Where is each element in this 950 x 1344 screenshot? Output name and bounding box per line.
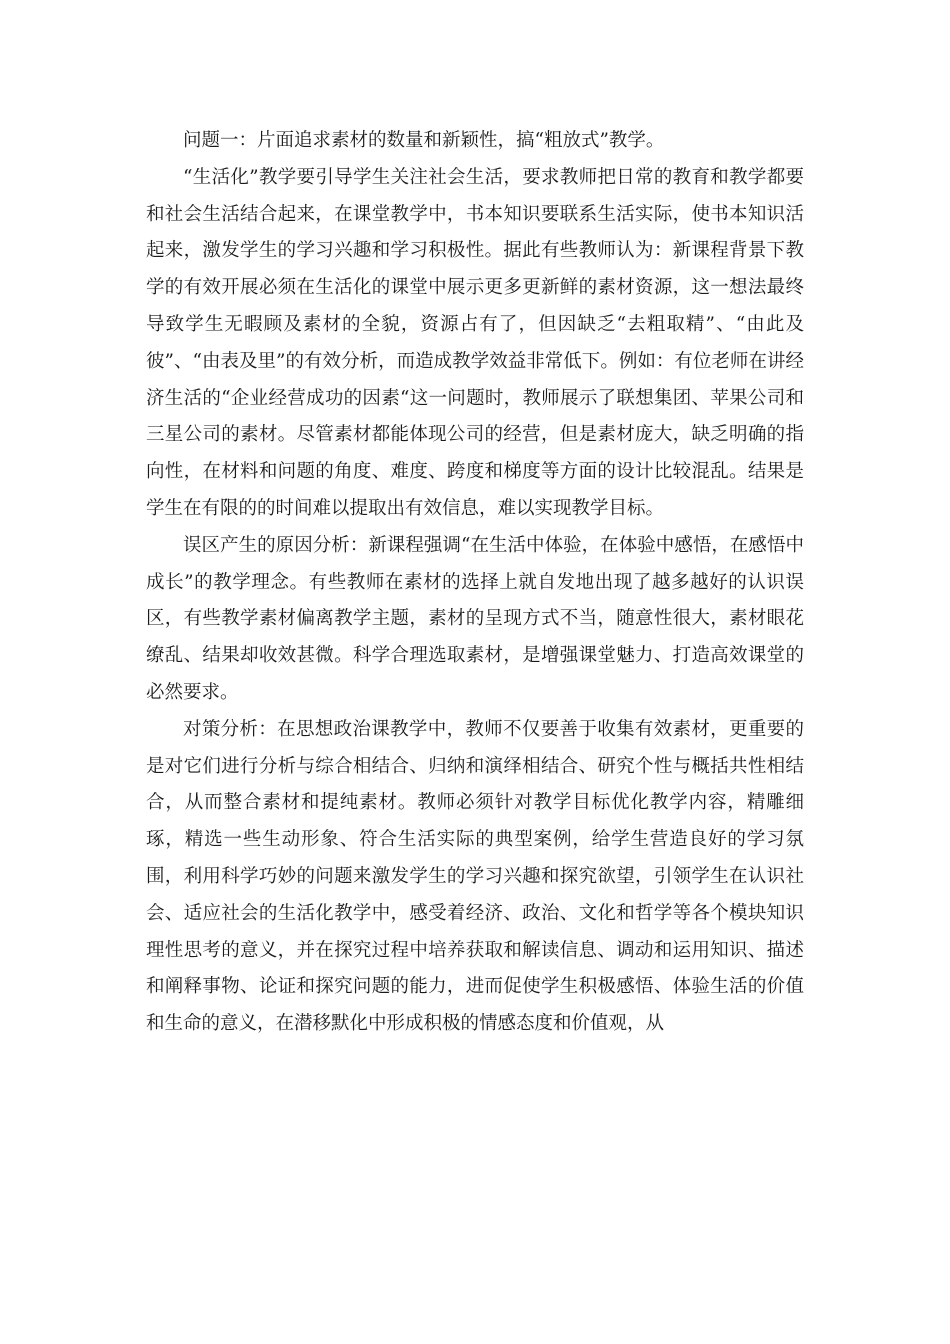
paragraph-strategy-analysis: 对策分析：在思想政治课教学中，教师不仅要善于收集有效素材，更重要的是对它们进行分析与综合相结合、归纳和演绎相结合、研究个性与概括共性相结合，从而整合素材和提纯素材。教师必须针对教学目标优化教学内容，精雕细琢，精选一些生动形象、符合生活实际的典型案例，给学生营造良好的学习氛围，利用科学巧妙的问题来激发学生的学习兴趣和探究欲望，引领学生在认识社会、适应社会的生活化教学中，感受着经济、政治、文化和哲学等各个模块知识理性思考的意义，并在探究过程中培养获取和解读信息、调动和运用知识、描述和阐释事物、论证和探究问题的能力，进而促使学生积极感悟、体验生活的价值和生命的意义，在潜移默化中形成积极的情感态度和价值观，从 xyxy=(146,718,804,1035)
paragraph-problem-heading: 问题一：片面追求素材的数量和新颖性，搞“粗放式”教学。 xyxy=(183,130,665,151)
paragraph-problem-description: “生活化”教学要引导学生关注社会生活，要求教师把日常的教育和教学都要和社会生活结合起来，在课堂教学中，书本知识要联系生活实际，使书本知识活起来，激发学生的学习兴趣和学习积极性。据此有些教师认为：新课程背景下教学的有效开展必须在生活化的课堂中展示更多更新鲜的素材资源，这一想法最终导致学生无暇顾及素材的全貌，资源占有了，但因缺乏“去粗取精”、“由此及彼”、“由表及里”的有效分析，而造成教学效益非常低下。例如：有位老师在讲经济生活的“企业经营成功的因素“这一问题时，教师展示了联想集团、苹果公司和三星公司的素材。尽管素材都能体现公司的经营，但是素材庞大，缺乏明确的指向性，在材料和问题的角度、难度、跨度和梯度等方面的设计比较混乱。结果是学生在有限的的时间难以提取出有效信息，难以实现教学目标。 xyxy=(146,166,804,519)
paragraph-cause-analysis: 误区产生的原因分析：新课程强调“在生活中体验，在体验中感悟，在感悟中成长”的教学理念。有些教师在素材的选择上就自发地出现了越多越好的认识误区，有些教学素材偏离教学主题，素材的呈现方式不当，随意性很大，素材眼花缭乱、结果却收效甚微。科学合理选取素材，是增强课堂魅力、打造高效课堂的必然要求。 xyxy=(146,534,804,703)
document-body xyxy=(146,123,804,1043)
